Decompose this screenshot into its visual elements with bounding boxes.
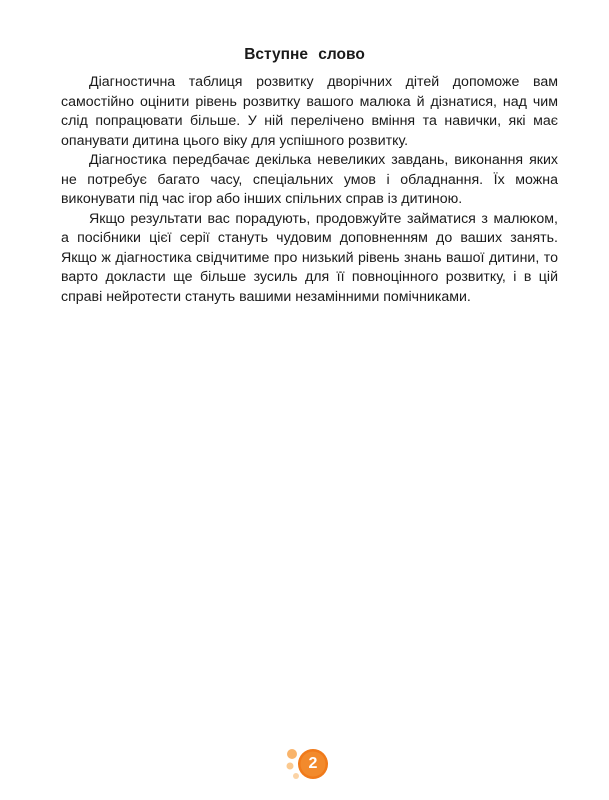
paragraph-diagnostics: Діагностика передбачає декілька невеликих завдань, виконання яких не потребує багато часу, спеціальних умов і обладнання. Їх можна виконувати під час ігор або інших спільних справ із дитиною.	[61, 152, 558, 207]
paragraph-intro: Діагностична таблиця розвитку дворічних дітей допоможе вам самостійно оцінити рівень розвитку вашого малюка й дізнатися, над чим слід попрацювати більше. У ній перелічено вміння та навички, які має опанувати дитина цього віку для успішного розвитку.	[61, 74, 558, 149]
page-number-badge	[282, 742, 330, 786]
body-text	[61, 73, 558, 307]
paragraph-results: Якщо результати вас порадують, продовжуйте займатися з малюком, а посібники цієї серії стануть чудовим доповненням до ваших занять. Якщо ж діагностика свідчитиме про низький рівень знань вашої дитини, то варто докласти ще більше зусиль для її повноцінного розвитку, і в цій справі нейротести стануть вашими незамінними помічниками.	[61, 210, 558, 305]
page-number: 2	[308, 755, 318, 772]
page-title: Вступне слово	[244, 46, 365, 63]
